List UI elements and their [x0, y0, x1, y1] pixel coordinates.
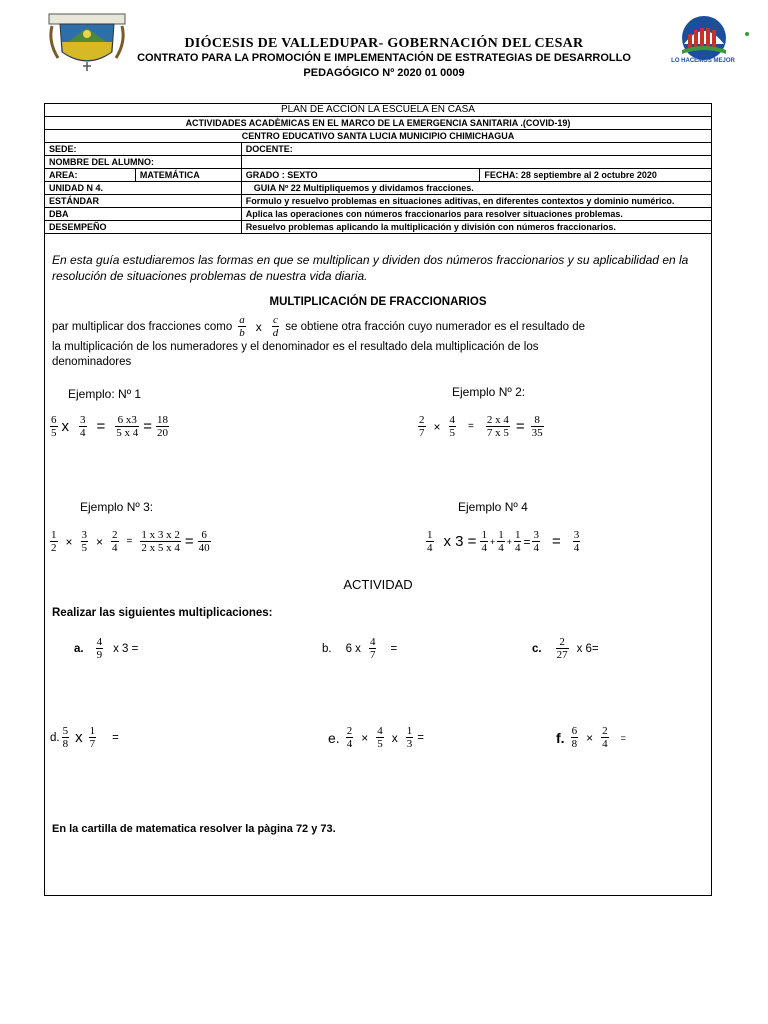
estandar-label: ESTÁNDAR: [45, 195, 242, 208]
times-sign: x: [255, 319, 262, 334]
fraction-c-d: c d: [272, 314, 279, 339]
school-name: CENTRO EDUCATIVO SANTA LUCIA MUNICIPIO CHIMICHAGUA: [45, 130, 712, 143]
activities-title: ACTIVIDADES ACADÈMICAS EN EL MARCO DE LA EMERGENCIA SANITARIA .(COVID-19): [45, 117, 712, 130]
docente-label: DOCENTE:: [241, 143, 711, 156]
closing-instruction: En la cartilla de matematica resolver la pàgina 72 y 73.: [52, 823, 336, 835]
info-table: [44, 103, 712, 234]
example-4-label: Ejemplo Nº 4: [458, 500, 528, 514]
sede-label: SEDE:: [45, 143, 242, 156]
explanation-line-3: denominadores: [52, 356, 132, 368]
example-3: $\frac{1}{2}$ × $\frac{3}{5}$ × $\frac{2}{4}$ = $\frac{1 x 3 x 2}{2 x 5 x 4}$ = $\frac{6}{40}$: [51, 529, 210, 554]
gobernacion-slogan: LO HACEMOS MEJOR: [671, 58, 735, 64]
example-2-label: Ejemplo Nº 2:: [452, 385, 526, 399]
example-3-label: Ejemplo Nº 3:: [80, 500, 154, 514]
exercise-a: a. 4 9 x 3 =: [74, 636, 139, 661]
exercise-e: e. $\frac{2}{4}$ × $\frac{4}{5}$ x $\frac{1}{3}$ =: [328, 725, 424, 750]
area-value: MATEMÁTICA: [135, 169, 241, 182]
desempeno-value: Resuelvo problemas aplicando la multiplicación y división con números fraccionarios.: [241, 221, 711, 234]
fecha: FECHA: 28 septiembre al 2 octubre 2020: [480, 169, 712, 182]
section-title: MULTIPLICACIÓN DE FRACCIONARIOS: [269, 296, 487, 308]
exercise-c: c. 2 27 x 6=: [532, 636, 599, 661]
header-contract-number: PEDAGÓGICO Nº 2020 01 0009: [303, 67, 465, 79]
unidad: UNIDAD N 4.: [45, 182, 242, 195]
explanation-line-2: la multiplicación de los numeradores y el denominador es el resultado dela multiplicación de los: [52, 341, 539, 353]
intro-text: En esta guía estudiaremos las formas en que se multiplican y dividen dos números fraccionarios y su aplicabilidad en la resolución de situaciones problemas de nuestra vida diaria.: [52, 253, 689, 283]
explanation-pre: par multiplicar dos fracciones como: [52, 320, 233, 333]
plan-title: PLAN DE ACCIÒN LA ESCUELA EN CASA: [45, 104, 712, 117]
dba-value: Aplica las operaciones con números fraccionarios para resolver situaciones problemas.: [241, 208, 711, 221]
example-1-label: Ejemplo: Nº 1: [68, 387, 142, 401]
dba-label: DBA: [45, 208, 242, 221]
guia: GUIA Nº 22 Multipliquemos y dividamos fracciones.: [241, 182, 711, 195]
area-label: AREA:: [45, 169, 136, 182]
example-4: 1 4 x 3 = $\frac{1}{4}$ + $\frac{1}{4}$ + $\frac{1}{4}$ = $\frac{3}{4}$ = $\frac{3}{4}$: [427, 529, 580, 554]
example-1: 6 5 x $\frac{3}{4}$ = $\frac{6 x3}{5 x 4}$ = $\frac{18}{20}$: [51, 414, 169, 439]
explanation-line-1: [52, 314, 585, 339]
student-name-label: NOMBRE DEL ALUMNO:: [45, 156, 242, 169]
exercise-d: d. 5 8 x $\frac{1}{7}$ =: [50, 725, 119, 750]
activity-instruction: Realizar las siguientes multiplicaciones:: [52, 607, 273, 619]
exercise-b: b. 6 x $\frac{4}{7}$ =: [322, 636, 398, 661]
header-title: DIÓCESIS DE VALLEDUPAR- GOBERNACIÓN DEL CESAR: [184, 36, 584, 51]
fraction-a-b: a b: [239, 314, 245, 339]
desempeno-label: DESEMPEÑO: [45, 221, 242, 234]
estandar-value: Formulo y resuelvo problemas en situaciones aditivas, en diferentes contextos y dominio numérico.: [241, 195, 711, 208]
example-2: $\frac{2}{7}$ × $\frac{4}{5}$ = $\frac{2 x 4}{7 x 5}$ = $\frac{8}{35}$: [419, 414, 543, 439]
activity-title: ACTIVIDAD: [343, 577, 413, 592]
exercise-f: f. $\frac{6}{8}$ × $\frac{2}{4}$ =: [556, 725, 626, 750]
student-name-value: [241, 156, 711, 169]
header-contract: CONTRATO PARA LA PROMOCIÓN E IMPLEMENTACIÓN DE ESTRATEGIAS DE DESARROLLO: [137, 52, 631, 64]
explanation-post: se obtiene otra fracción cuyo numerador es el resultado de: [285, 320, 586, 333]
grado: GRADO : SEXTO: [241, 169, 480, 182]
